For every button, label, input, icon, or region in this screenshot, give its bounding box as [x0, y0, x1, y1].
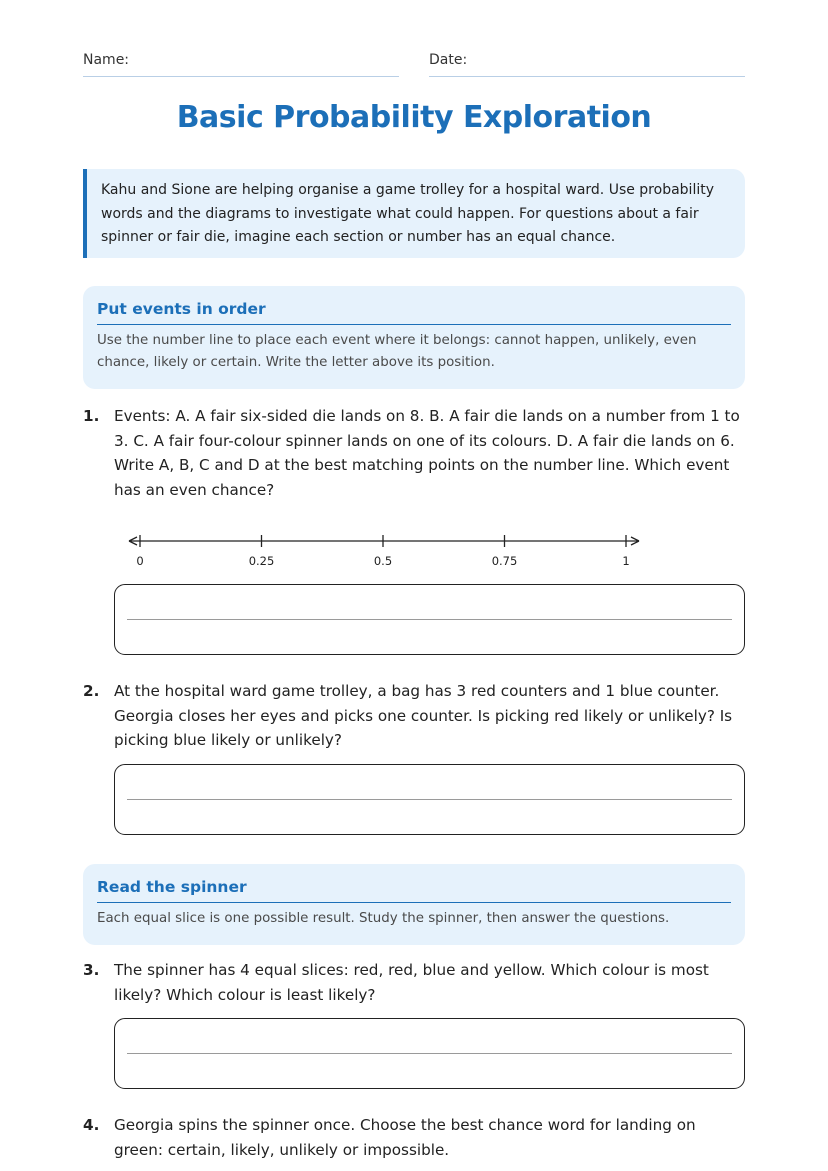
name-write-line[interactable]	[83, 76, 399, 77]
section-title: Read the spinner	[97, 878, 731, 903]
answer-box-2[interactable]	[114, 764, 745, 835]
number-line-tick-label: 0.75	[491, 554, 518, 568]
number-line-tick-label: 0.5	[373, 554, 393, 568]
section-read-the-spinner	[83, 864, 745, 945]
answer-line	[127, 799, 732, 800]
section-title: Put events in order	[97, 300, 731, 325]
question-number: 1.	[83, 407, 100, 425]
answer-box-1[interactable]	[114, 584, 745, 655]
question-text: Events: A. A fair six-sided die lands on 8. B. A fair die lands on a number from 1 to 3. C. A fair four-colour spinner lands on one of its colours. D. A fair die lands on 6. Write A, B, C and D at the best matching points on the number line. Which event has an even chance?	[114, 407, 740, 499]
number-line-tick-label: 1	[622, 554, 630, 568]
intro-text: Kahu and Sione are helping organise a game trolley for a hospital ward. Use probability words and the diagrams to investigate what could happen. For questions about a fair spinner or fair die, imagine each section or number has an equal chance.	[101, 182, 714, 245]
date-label: Date:	[429, 52, 468, 68]
question-number: 2.	[83, 682, 100, 700]
number-line-tick-label: 0.25	[248, 554, 275, 568]
question-text: The spinner has 4 equal slices: red, red, blue and yellow. Which colour is most likely? Which colour is least likely?	[114, 961, 709, 1004]
name-date-row	[83, 52, 745, 78]
section-description: Each equal slice is one possible result. Study the spinner, then answer the questions.	[97, 911, 670, 926]
answer-box-3[interactable]	[114, 1018, 745, 1089]
date-write-line[interactable]	[429, 76, 745, 77]
answer-line	[127, 1053, 732, 1054]
number-line-tick-label: 0	[136, 554, 144, 568]
probability-number-line	[83, 527, 745, 577]
section-description: Use the number line to place each event where it belongs: cannot happen, unlikely, even chance, likely or certain. Write the letter above its position.	[97, 333, 697, 370]
answer-line	[127, 619, 732, 620]
intro-callout	[83, 169, 745, 258]
question-number: 3.	[83, 961, 100, 979]
question-text: At the hospital ward game trolley, a bag has 3 red counters and 1 blue counter. Georgia closes her eyes and picks one counter. Is picking red likely or unlikely? Is picking blue likely or unlikely?	[114, 682, 733, 749]
name-label: Name:	[83, 52, 130, 68]
question-number: 4.	[83, 1116, 100, 1134]
page-title: Basic Probability Exploration	[176, 100, 652, 135]
question-text: Georgia spins the spinner once. Choose the best chance word for landing on green: certain, likely, unlikely or impossible.	[114, 1116, 696, 1159]
number-line-ticks	[136, 535, 629, 568]
section-put-events-in-order	[83, 286, 745, 389]
